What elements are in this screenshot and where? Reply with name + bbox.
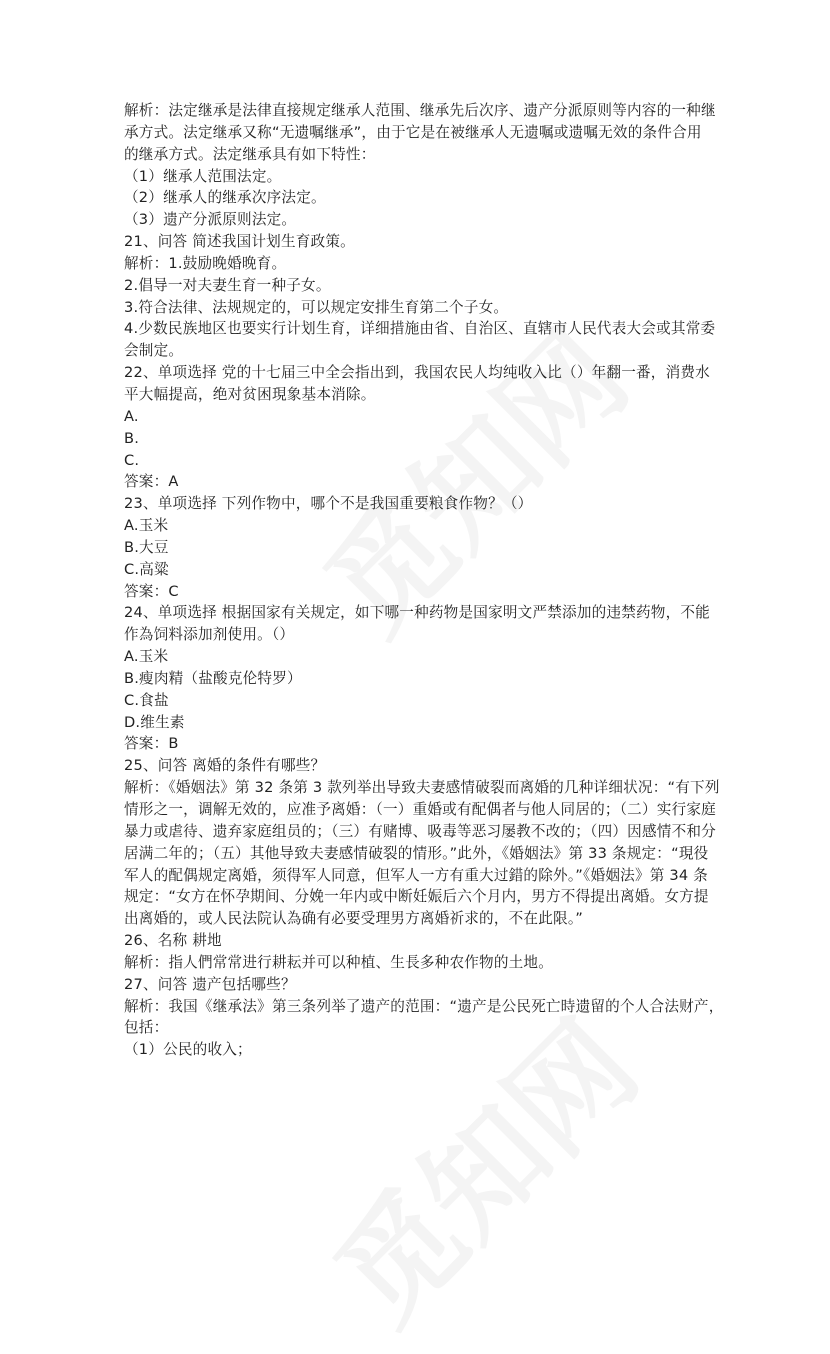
- text-line: 承方式。法定继承又称“无遗嘱继承”，由于它是在被继承人无遗嘱或遗嘱无效的条件合用: [124, 123, 702, 141]
- text-line: 居满二年的；（五）其他导致夫妻感情破裂的情形。”此外，《婚姻法》第 33 条规定：“現役: [124, 844, 709, 862]
- text-line: A.: [124, 407, 139, 425]
- text-line: 22、单项选择 党的十七届三中全会指出到，我国农民人均纯收入比（）年翻一番，消费水: [124, 364, 710, 382]
- text-line: 21、问答 简述我国计划生育政策。: [124, 233, 355, 251]
- text-line: 23、单项选择 下列作物中，哪个不是我国重要粮食作物？（）: [124, 495, 533, 513]
- text-line: （3）遗产分派原则法定。: [124, 211, 297, 229]
- text-line: （1）继承人范围法定。: [124, 167, 282, 185]
- text-line: 解析：1.鼓励晚婚晚育。: [124, 254, 287, 272]
- text-line: 的继承方式。法定继承具有如下特性：: [124, 145, 376, 163]
- text-line: 情形之一，调解无效的，应准予离婚：（一）重婚或有配偶者与他人同居的；（二）实行家庭: [124, 801, 716, 818]
- text-line: 解析：《婚姻法》第 32 条第 3 款列举出导致夫妻感情破裂而离婚的几种详细状况：“有下列: [124, 779, 720, 797]
- text-line: （1）公民的收入；: [124, 1041, 252, 1059]
- text-line: A.玉米: [124, 517, 169, 535]
- text-line: 暴力或虐待、遗弃家庭组员的；（三）有赌博、吸毒等恶习屡教不改的；（四）因感情不和分: [124, 822, 716, 840]
- text-line: 答案：A: [124, 473, 179, 491]
- text-line: A.玉米: [124, 648, 169, 666]
- text-line: 军人的配偶规定离婚，须得军人同意，但军人一方有重大过錯的除外。”《婚姻法》第 34 条: [124, 866, 708, 884]
- text-line: B.大豆: [124, 538, 169, 556]
- text-line: 规定：“女方在怀孕期间、分娩一年内或中断妊娠后六个月内，男方不得提出离婚。女方提: [124, 888, 709, 906]
- text-line: 作為饲料添加剂使用。（）: [124, 626, 295, 644]
- text-line: C.食盐: [124, 691, 169, 709]
- text-line: （2）继承人的继承次序法定。: [124, 189, 326, 207]
- text-line: B.瘦肉精（盐酸克伦特罗）: [124, 669, 302, 687]
- text-line: 出离婚的，或人民法院认為确有必要受理男方离婚祈求的，不在此限。”: [124, 910, 584, 928]
- text-line: 解析：我国《继承法》第三条列举了遗产的范围：“遗产是公民死亡時遗留的个人合法财产，: [124, 997, 724, 1015]
- text-line: D.维生素: [124, 713, 185, 731]
- text-line: 包括：: [124, 1019, 169, 1037]
- text-line: 解析：法定继承是法律直接规定继承人范围、继承先后次序、遗产分派原则等内容的一种继: [124, 102, 716, 119]
- text-line: 答案：C: [124, 582, 179, 600]
- document-page: [124, 100, 724, 1061]
- text-line: 3.符合法律、法规规定的，可以规定安排生育第二个子女。: [124, 298, 509, 316]
- text-line: 26、名称 耕地: [124, 932, 222, 950]
- text-line: B.: [124, 429, 140, 447]
- text-line: 解析：指人們常常进行耕耘并可以种植、生長多种农作物的土地。: [124, 953, 554, 971]
- text-line: 24、单项选择 根据国家有关规定，如下哪一种药物是国家明文严禁添加的违禁药物，不能: [124, 604, 710, 622]
- text-line: 2.倡导一对夫妻生育一种子女。: [124, 276, 331, 294]
- text-line: 4.少数民族地区也要实行计划生育，详细措施由省、自治区、直辖市人民代表大会或其常委: [124, 320, 716, 338]
- text-line: 答案：B: [124, 735, 179, 753]
- text-line: C.: [124, 451, 140, 469]
- text-line: 27、问答 遗产包括哪些？: [124, 975, 296, 993]
- text-line: C.高粱: [124, 560, 169, 578]
- text-line: 25、问答 离婚的条件有哪些？: [124, 757, 326, 775]
- text-line: 平大幅提高，绝对贫困現象基本消除。: [124, 385, 376, 403]
- text-line: 会制定。: [124, 342, 184, 360]
